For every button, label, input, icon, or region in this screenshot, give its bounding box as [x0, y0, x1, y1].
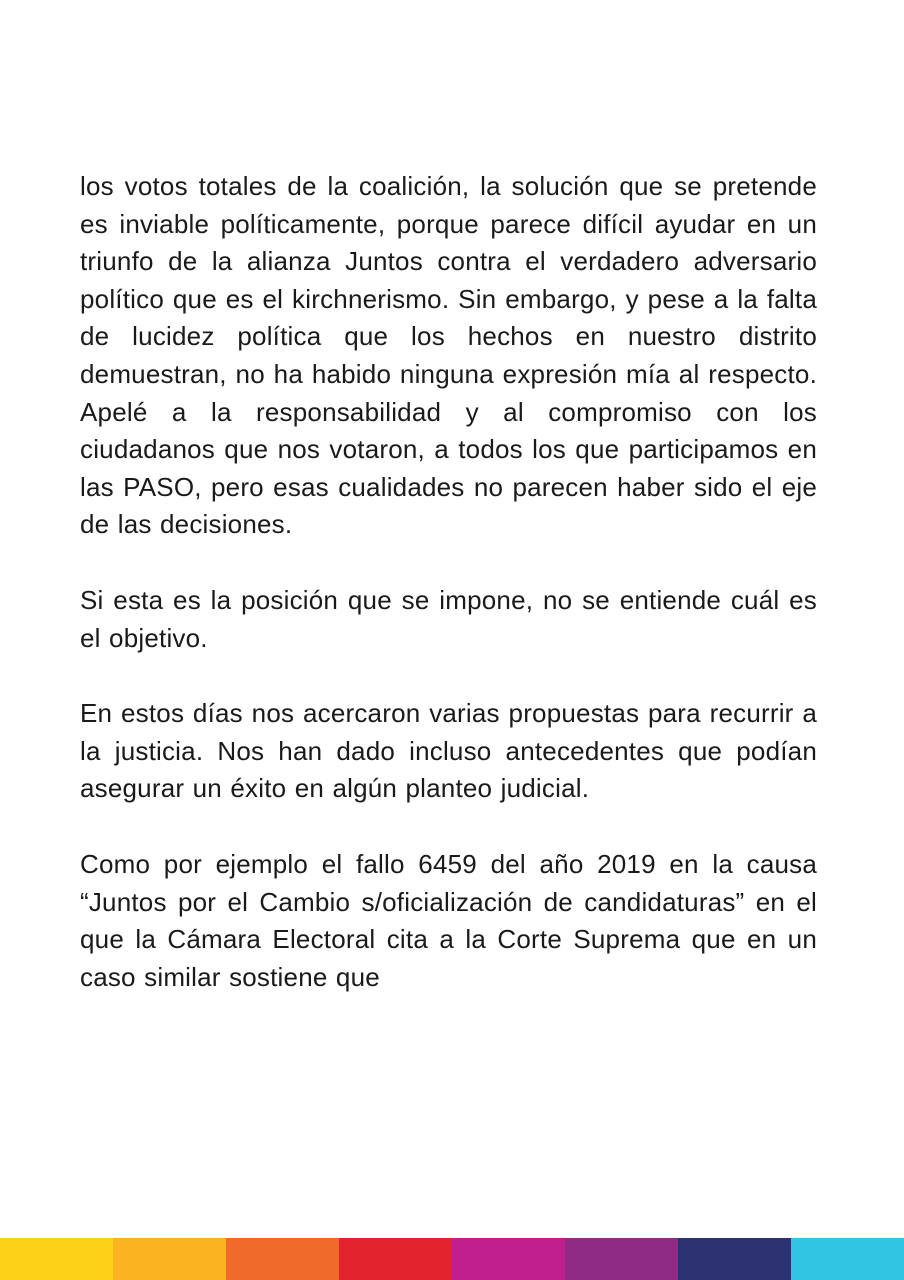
color-stripe: [452, 1238, 565, 1280]
footer-color-bar: [0, 1238, 904, 1280]
color-stripe: [226, 1238, 339, 1280]
color-stripe: [791, 1238, 904, 1280]
color-stripe: [565, 1238, 678, 1280]
color-stripe: [678, 1238, 791, 1280]
color-stripe: [113, 1238, 226, 1280]
color-stripe: [0, 1238, 113, 1280]
paragraph-1: los votos totales de la coalición, la solución que se pretende es inviable políticamente, porque parece difícil ayudar en un triunfo de la alianza Juntos contra el verdadero adversario político que es el kirchnerismo. Sin embargo, y pese a la falta de lucidez política que los hechos en nuestro distrito demuestran, no ha habido ninguna expresión mía al respecto. Apelé a la responsabilidad y al compromiso con los ciudadanos que nos votaron, a todos los que participamos en las PASO, pero esas cualidades no parecen haber sido el eje de las decisiones.: [80, 171, 817, 540]
paragraph-4: Como por ejemplo el fallo 6459 del año 2019 en la causa “Juntos por el Cambio s/oficialización de candidaturas” en el que la Cámara Electoral cita a la Corte Suprema que en un caso similar sostiene que: [80, 848, 817, 992]
color-stripe: [339, 1238, 452, 1280]
paragraph-3: En estos días nos acercaron varias propuestas para recurrir a la justicia. Nos han dado incluso antecedentes que podían asegurar un éxito en algún planteo judicial.: [80, 698, 817, 804]
paragraph-2: Si esta es la posición que se impone, no se entiende cuál es el objetivo.: [80, 584, 817, 653]
document-body: [80, 168, 817, 1034]
